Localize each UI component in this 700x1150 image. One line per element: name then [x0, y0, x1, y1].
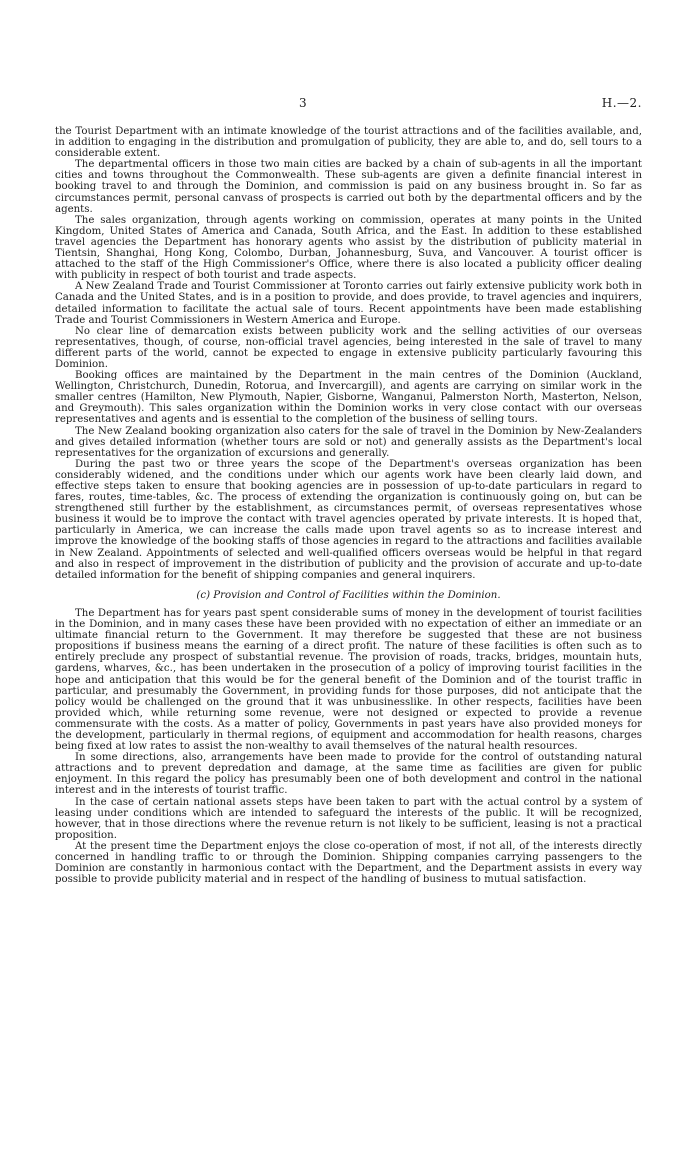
paragraph: The Department has for years past spent considerable sums of money in the development of tourist facilities in the Dominion, and in many cases these have been provided with no expectation of either an immediate or an ultimate financial return to the Government. It may therefore be suggested that these are not business propositions if business means the earning of a direct profit. The nature of these facilities is often such as to entirely preclude any prospect of substantial revenue. The provision of roads, tracks, bridges, mountain huts, gardens, wharves, &c., has been undertaken in the prosecution of a policy of improving tourist facilities in the hope and anticipation that this would be for the general benefit of the Dominion and of the tourist traffic in particular, and presumably the Government, in providing funds for those purposes, did not anticipate that the policy would be challenged on the ground that it was unbusinesslike. In other respects, facilities have been provided which, while returning some revenue, were not designed or expected to provide a revenue commensurate with the costs. As a matter of policy, Governments in past years have also provided moneys for the development, particularly in thermal regions, of equipment and accommodation for health reasons, charges being fixed at low rates to assist the non-wealthy to avail themselves of the natural health resources. — [55, 607, 642, 753]
page-number: 3 — [299, 96, 307, 110]
paragraph: At the present time the Department enjoys the close co-operation of most, if not all, of the interests directly concerned in handling traffic to or through the Dominion. Shipping companies carrying passengers to the Dominion are constantly in harmonious contact with the Department, and the Department assists in every way possible to provide publicity material and in respect of the handling of business to mutual satisfaction. — [55, 840, 642, 886]
body-text — [55, 126, 642, 885]
paragraph: No clear line of demarcation exists between publicity work and the selling activities of our overseas representatives, though, of course, non-official travel agencies, being interested in the sale of travel to many different parts of the world, cannot be expected to engage in extensive publicity particularly favouring this Dominion. — [55, 325, 642, 370]
section-heading: (c) Provision and Control of Facilities within the Dominion. — [196, 589, 501, 601]
paragraph: In the case of certain national assets steps have been taken to part with the actual control by a system of leasing under conditions which are intended to safeguard the interests of the public. It will be recognized, however, that in those directions where the revenue return is not likely to be sufficient, leasing is not a practical proposition. — [55, 796, 642, 841]
paragraph: The departmental officers in those two main cities are backed by a chain of sub-agents in all the important cities and towns throughout the Commonwealth. These sub-agents are given a definite financial interest in booking travel to and through the Dominion, and commission is paid on any business brought in. So far as circumstances permit, personal canvass of prospects is carried out both by the departmental officers and by the agents. — [55, 159, 642, 215]
paragraph: the Tourist Department with an intimate knowledge of the tourist attractions and of the facilities available, and, in addition to engaging in the distribution and promulgation of publicity, they are able to, and do, sell tours to a considerable extent. — [55, 126, 642, 160]
paragraph: The sales organization, through agents working on commission, operates at many points in the United Kingdom, United States of America and Canada, South Africa, and the East. In addition to these established travel agencies the Department has honorary agents who assist by the distribution of publicity material in Tientsin, Shanghai, Hong Kong, Colombo, Durban, Johannesburg, Suva, and Vancouver. A tourist officer is attached to the staff of the High Commissioner's Office, where there is also located a publicity officer dealing with publicity in respect of both tourist and trade aspects. — [55, 214, 642, 282]
paragraph: The New Zealand booking organization also caters for the sale of travel in the Dominion by New-Zealanders and gives detailed information (whether tours are sold or not) and generally assists as the Department's local representatives for the organization of excursions and generally. — [55, 425, 642, 459]
paragraph: In some directions, also, arrangements have been made to provide for the control of outstanding natural attractions and to prevent depredation and damage, at the same time as facilities are given for public enjoyment. In this regard the policy has presumably been one of both development and control in the national interest and in the interests of tourist traffic. — [55, 752, 642, 797]
page-header — [55, 96, 642, 116]
paragraph: A New Zealand Trade and Tourist Commissioner at Toronto carries out fairly extensive publicity work both in Canada and the United States, and is in a position to provide, and does provide, to travel agencies and inquirers, detailed information to facilitate the actual sale of tours. Recent appointments have been made establishing Trade and Tourist Commissioners in Western America and Europe. — [55, 281, 642, 326]
document-code: H.—2. — [601, 96, 642, 110]
paragraph: Booking offices are maintained by the Department in the main centres of the Dominion (Auckland, Wellington, Christchurch, Dunedin, Rotorua, and Invercargill), and agents are carrying on similar work in the smaller centres (Hamilton, New Plymouth, Napier, Gisborne, Wanganui, Palmerston North, Masterton, Nelson, and Greymouth). This sales organization within the Dominion works in very close contact with our overseas representatives and agents and is essential to the completion of the business of selling tours. — [55, 370, 642, 426]
paragraph: During the past two or three years the scope of the Department's overseas organization has been considerably widened, and the conditions under which our agents work have been clearly laid down, and effective steps taken to ensure that booking agencies are in possession of up-to-date particulars in regard to fares, routes, time-tables, &c. The process of extending the organization is continuously going on, but can be strengthened still further by the establishment, as circumstances permit, of overseas representatives whose business it would be to improve the contact with travel agencies operated by private interests. It is hoped that, particularly in America, we can increase the calls made upon travel agents so as to increase interest and improve the knowledge of the booking staffs of those agencies in regard to the attractions and facilities available in New Zealand. Appointments of selected and well-qualified officers overseas would be helpful in that regard and also in respect of improvement in the distribution of publicity and the provision of accurate and up-to-date detailed information for the benefit of shipping companies and general inquirers. — [55, 458, 642, 581]
